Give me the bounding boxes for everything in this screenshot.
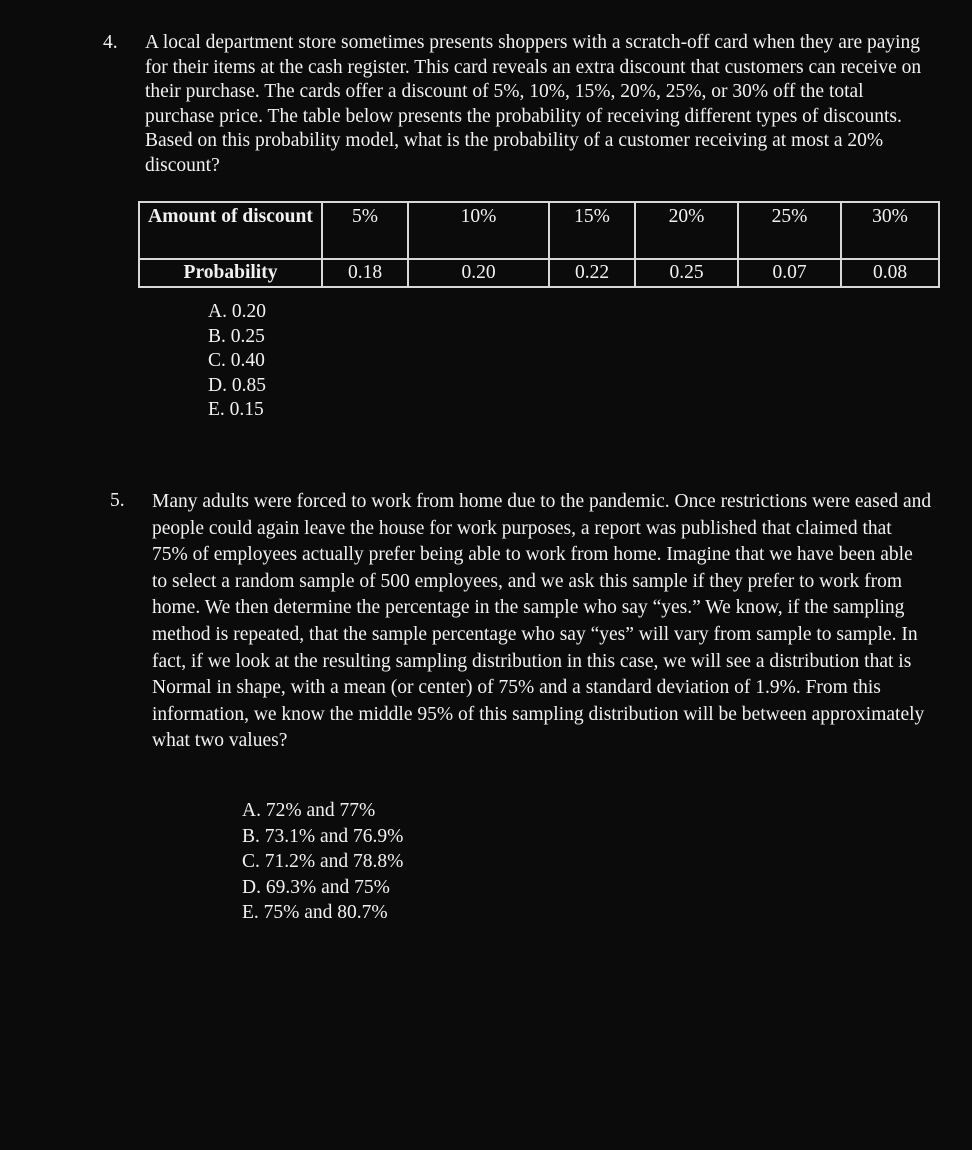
choice-e: E. 0.15 <box>208 399 264 421</box>
question-5-text: Many adults were forced to work from home due to the pandemic. Once restrictions were eased and people could again leave the house for work purposes, a report was published that claimed that 75% of employees actually prefer being able to work from home. Imagine that we have been able to select a random sample of 500 employees, and we ask this sample if they prefer to work from home. We then determine the percentage in the sample who say “yes.” We know, if the sampling method is repeated, that the sample percentage who say “yes” will vary from sample to sample. In fact, if we look at the resulting sampling distribution in this case, we will see a distribution that is Normal in shape, with a mean (or center) of 75% and a standard deviation of 1.9%. From this information, we know the middle 95% of this sampling distribution will be between approximately what two values? <box>152 491 932 752</box>
discount-probability-table <box>138 201 940 288</box>
choice-c: C. 71.2% and 78.8% <box>242 851 404 873</box>
question-5-choices <box>242 799 403 927</box>
discount-cell: 15% <box>549 202 635 259</box>
discount-cell: 5% <box>322 202 408 259</box>
choice-d: D. 0.85 <box>208 374 266 396</box>
choice-b: B. 0.25 <box>208 325 265 347</box>
question-4-number: 4. <box>103 32 118 53</box>
discount-cell: 10% <box>408 202 549 259</box>
probability-cell: 0.18 <box>322 259 408 287</box>
question-5-number: 5. <box>110 490 125 511</box>
question-4-text: A local department store sometimes presents shoppers with a scratch-off card when they are paying for their items at the cash register. This card reveals an extra discount that customers can receive on their purchase. The cards offer a discount of 5%, 10%, 15%, 20%, 25%, or 30% off the total purchase price. The table below presents the probability of receiving different types of discounts. Based on this probability model, what is the probability of a customer receiving at most a 20% discount? <box>145 32 922 176</box>
probability-cell: 0.25 <box>635 259 738 287</box>
probability-cell: 0.07 <box>738 259 841 287</box>
question-4-choices <box>208 300 266 423</box>
probability-cell: 0.22 <box>549 259 635 287</box>
discount-cell: 20% <box>635 202 738 259</box>
probability-header: Probability <box>139 259 322 287</box>
probability-cell: 0.20 <box>408 259 549 287</box>
discount-cell: 25% <box>738 202 841 259</box>
choice-a: A. 72% and 77% <box>242 800 376 821</box>
choice-a: A. 0.20 <box>208 301 266 322</box>
probability-cell: 0.08 <box>841 259 939 287</box>
choice-e: E. 75% and 80.7% <box>242 902 388 924</box>
amount-of-discount-header: Amount of discount <box>139 202 322 259</box>
choice-c: C. 0.40 <box>208 350 265 372</box>
choice-b: B. 73.1% and 76.9% <box>242 825 404 847</box>
table-row-probability <box>139 259 939 287</box>
discount-cell: 30% <box>841 202 939 259</box>
table-row-amount <box>139 202 939 259</box>
choice-d: D. 69.3% and 75% <box>242 876 390 898</box>
